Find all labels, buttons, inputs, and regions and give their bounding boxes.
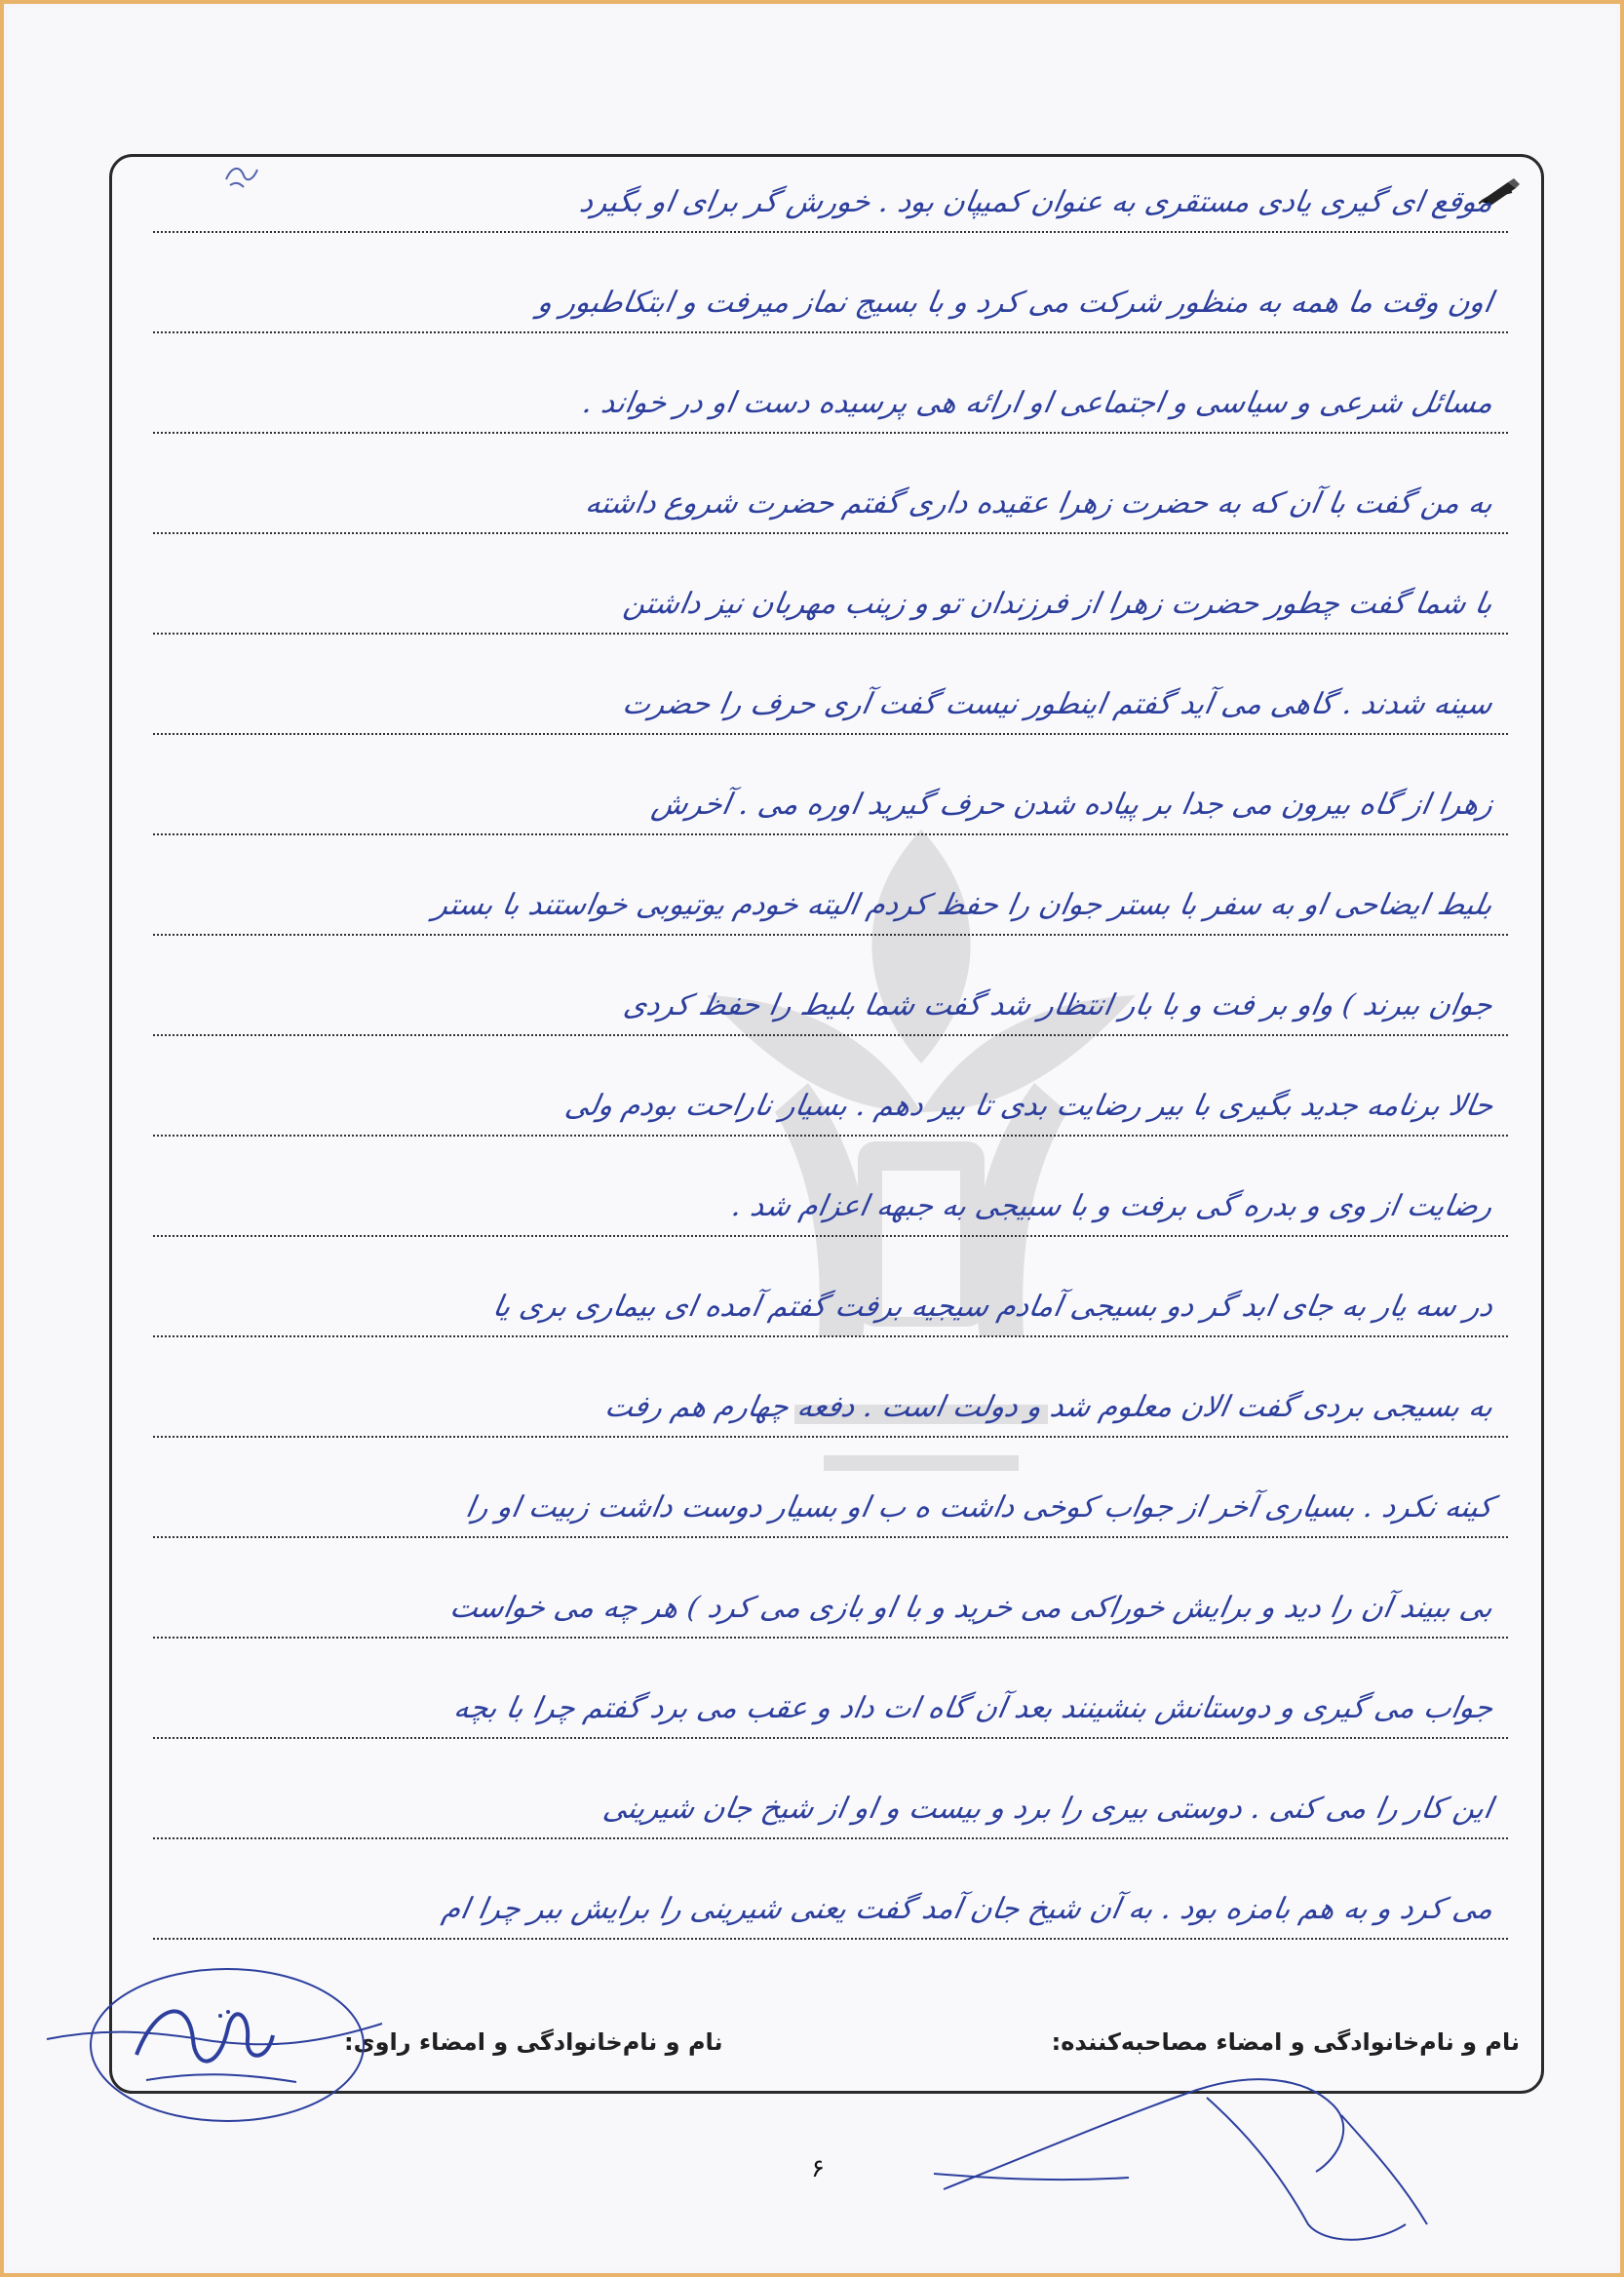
narrator-signature — [27, 1946, 407, 2160]
narrator-signature-label: نام و نام‌خانوادگی و امضاء راوی: — [344, 2028, 723, 2056]
handwritten-line-7: زهرا از گاه بیرون می جدا بر پیاده شدن حرف گیرید اوره می . آخرش — [153, 787, 1508, 835]
handwritten-line-18: می کرد و به هم بامزه بود . به آن شیخ جان آمد گفت یعنی شیرینی را برایش ببر چرا ام — [153, 1891, 1508, 1940]
handwritten-line-6: سینه شدند . گاهی می آید گفتم اینطور نیست گفت آری حرف را حضرت — [153, 686, 1508, 735]
handwritten-line-14: کینه نکرد . بسیاری آخر از جواب کوخی داشت ه ب او بسیار دوست داشت زبیت او را — [153, 1489, 1508, 1538]
handwritten-line-4: به من گفت با آن که به حضرت زهرا عقیده داری گفتم حضرت شروع داشته — [153, 485, 1508, 534]
handwritten-line-17: این کار را می کنی . دوستی بیری را برد و بیست و او از شیخ جان شیرینی — [153, 1791, 1508, 1839]
handwritten-line-12: در سه یار به جای ابد گر دو بسیجی آمادم سیجیه برفت گفتم آمده ای بیماری بری یا — [153, 1289, 1508, 1337]
handwritten-line-5: با شما گفت چطور حضرت زهرا از فرزندان تو و زینب مهربان نیز داشتن — [153, 586, 1508, 635]
handwritten-line-15: بی ببیند آن را دید و برایش خوراکی می خرید و با او بازی می کرد ) هر چه می خواست — [153, 1590, 1508, 1639]
interviewer-signature — [914, 2043, 1519, 2246]
handwritten-line-10: حالا برنامه جدید بگیری با بیر رضایت بدی تا بیر دهم . بسیار ناراحت بودم ولی — [153, 1088, 1508, 1137]
main-writing-panel — [109, 154, 1544, 2094]
handwritten-line-2: اون وقت ما همه به منظور شرکت می کرد و با بسیج نماز میرفت و ابتکاطبور و — [153, 285, 1508, 333]
handwritten-line-1: موقع ای گیری یادی مستقری به عنوان کمیپان بود . خورش گر برای او بگیرد — [153, 184, 1508, 233]
interviewer-signature-label: نام و نام‌خانوادگی و امضاء مصاحبه‌کننده: — [1051, 2028, 1520, 2056]
handwritten-line-13: به بسیجی بردی گفت الان معلوم شد و دولت است . دفعه چهارم هم رفت — [153, 1389, 1508, 1438]
page-number: ۶ — [811, 2154, 825, 2183]
handwritten-line-11: رضایت از وی و بدره گی برفت و با سبیجی به جبهه اعزام شد . — [153, 1188, 1508, 1237]
handwritten-line-3: مسائل شرعی و سیاسی و اجتماعی او ارائه هی پرسیده دست او در خواند . — [153, 385, 1508, 434]
handwritten-line-16: جواب می گیری و دوستانش بنشینند بعد آن گاه ات داد و عقب می برد گفتم چرا با بچه — [153, 1690, 1508, 1739]
handwritten-line-9: جوان ببرند ) واو بر فت و با بار انتظار شد گفت شما بلیط را حفظ کردی — [153, 987, 1508, 1036]
handwritten-line-8: بلیط ایضاحی او به سفر با بستر جوان را حفظ کردم الیته خودم یوتیوبی خواستند با بستر — [153, 887, 1508, 936]
paper-sheet — [8, 8, 1616, 2269]
handwriting-lines — [153, 184, 1508, 1939]
